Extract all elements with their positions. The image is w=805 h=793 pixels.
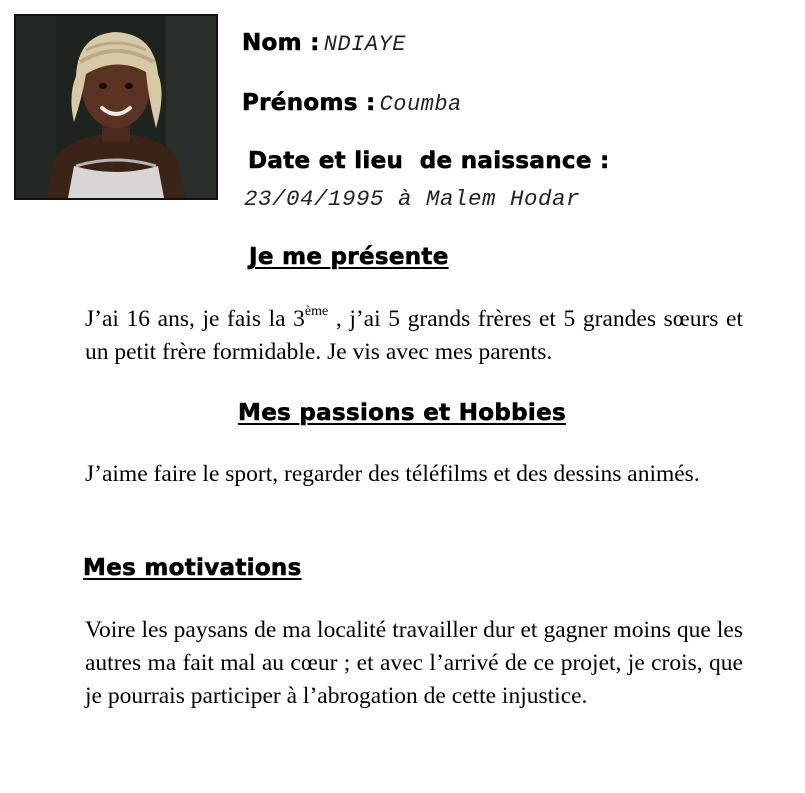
heading-motivations: Mes motivations [83, 555, 302, 581]
portrait-photo [14, 14, 218, 200]
naissance-value: 23/04/1995 à Malem Hodar [244, 186, 581, 212]
prenoms-label: Prénoms : [242, 90, 376, 116]
heading-je-me-presente: Je me présente [249, 244, 449, 270]
prenoms-line [242, 90, 462, 117]
presentation-text-end: , j’ai 5 grands frères et 5 grandes sœurs et un petit frère formidable. Je vis avec mes parents. [85, 306, 743, 365]
prenoms-value: Coumba [379, 92, 462, 117]
nom-line [242, 30, 406, 57]
paragraph-presentation [85, 303, 743, 369]
paragraph-motivations: Voire les paysans de ma localité travailler dur et gagner moins que les autres ma fait mal au cœur ; et avec l’arrivé de ce projet, je crois, que je pourrais participer à l’abrogation de cette injustice. [85, 617, 743, 709]
heading-passions: Mes passions et Hobbies [238, 400, 566, 426]
naissance-label: Date et lieu de naissance : [248, 148, 610, 174]
portrait-icon [16, 16, 216, 198]
nom-label: Nom : [242, 30, 320, 56]
nom-value: NDIAYE [323, 32, 406, 57]
presentation-superscript: ème [304, 304, 329, 319]
presentation-text-start: J’ai 16 ans, je fais la 3 [85, 306, 305, 332]
paragraph-passions: J’aime faire le sport, regarder des téléfilms et des dessins animés. [85, 461, 700, 487]
